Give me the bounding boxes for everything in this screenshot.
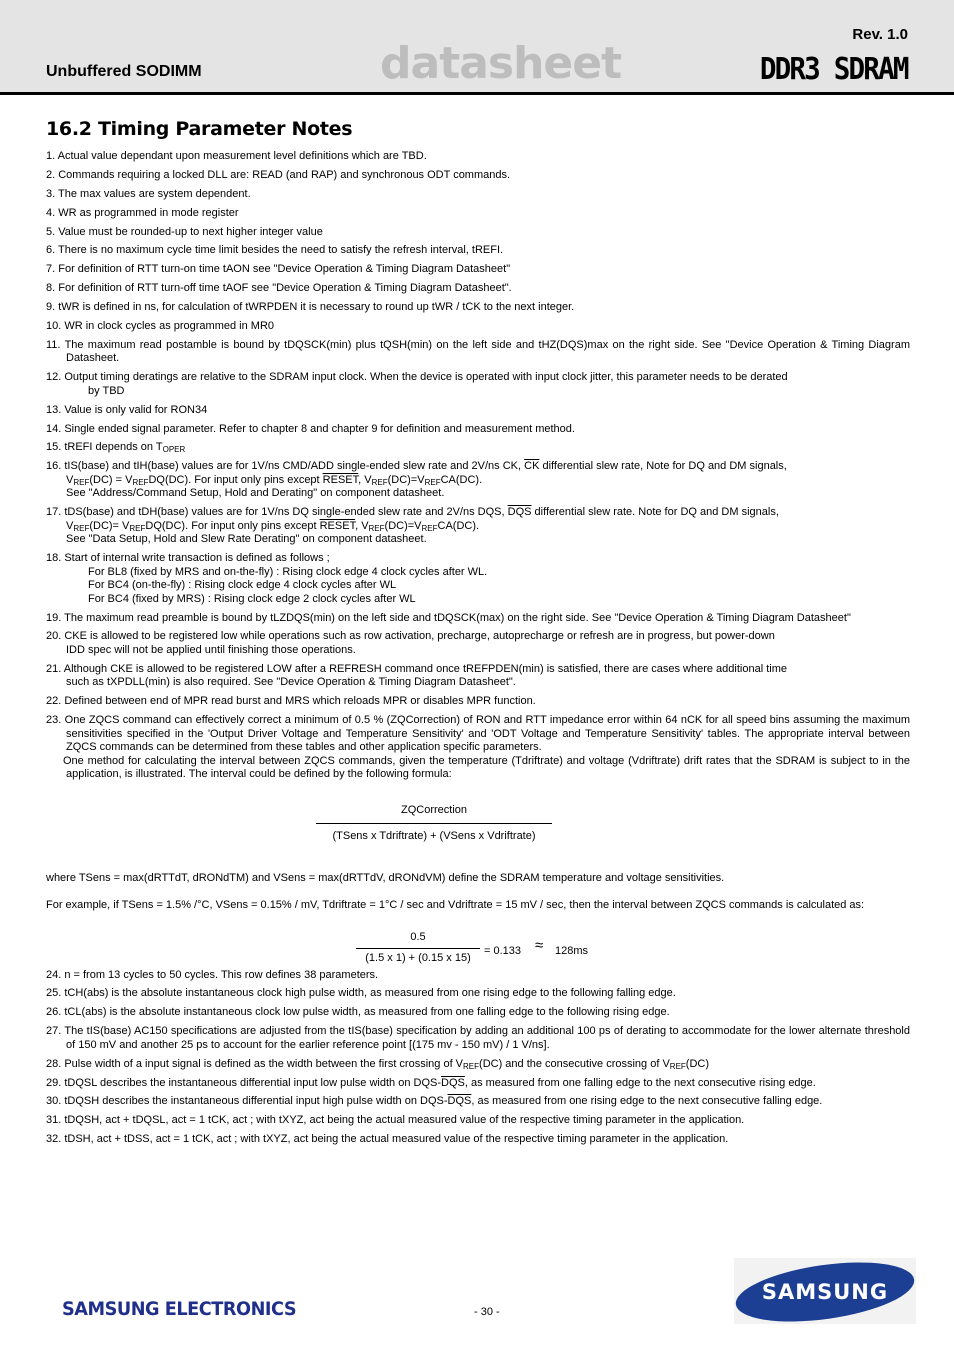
note-21-line2: such as tXPDLL(min) is also required. See "Device Operation & Timing Diagram Datasheet". xyxy=(66,676,516,689)
logo-text: SAMSUNG xyxy=(761,1280,889,1304)
note-16-reset: RESET xyxy=(322,473,359,486)
note-17-see: See "Data Setup, Hold and Slew Rate Derating" on component datasheet. xyxy=(66,533,427,546)
product-type: Unbuffered SODIMM xyxy=(46,63,202,80)
example-equals: = 0.133 xyxy=(484,944,522,957)
where-text: where TSens = max(dRTTdT, dRONdTM) and VSens = max(dRTTdV, dRONdVM) define the SDRAM temperature and voltage sensitivities. xyxy=(46,871,725,884)
notes-list xyxy=(46,150,910,1152)
note-8: 8. For definition of RTT turn-off time tAOF see "Device Operation & Timing Diagram Datasheet". xyxy=(46,282,512,295)
note-27: 27. The tIS(base) AC150 specifications are adjusted from the tIS(base) specification by adding an additional 100 ps of derating to accommodate for the lower alternate threshold of 150 mV and another 25 ps to account for the earlier reference point [(175 mv - 150 mV) / 1 V/ns]. xyxy=(46,1025,910,1051)
note-17-ref1: REF xyxy=(73,523,90,533)
note-11: 11. The maximum read postamble is bound by tDQSCK(min) plus tQSH(min) on the left side and tHZ(DQS)max on the right side. See "Device Operation & Timing Diagram Datasheet. xyxy=(46,338,910,365)
note-23-method xyxy=(46,755,910,782)
example-formula xyxy=(46,925,910,967)
note-21 xyxy=(46,663,910,690)
note-26: 26. tCL(abs) is the absolute instantaneous clock low pulse width, as measured from one falling edge to the following rising edge. xyxy=(46,1006,670,1019)
example-result: 128ms xyxy=(555,944,589,957)
note-15-text: 15. tREFI depends on T xyxy=(46,441,163,454)
note-17 xyxy=(46,506,910,547)
note-17-ref2: REF xyxy=(129,523,146,533)
note-30-a: 30. tDQSH describes the instantaneous differential input high pulse width on DQS- xyxy=(46,1095,448,1108)
example-fraction xyxy=(356,931,480,966)
note-25: 25. tCH(abs) is the absolute instantaneous clock high pulse width, as measured from one rising edge to the following falling edge. xyxy=(46,987,676,1000)
note-17-cadc: CA(DC). xyxy=(437,519,480,532)
note-20-line1: 20. CKE is allowed to be registered low while operations such as row activation, precharge, autoprecharge or refresh are in progress, but power-down xyxy=(46,630,775,643)
note-18-line1: 18. Start of internal write transaction is defined as follows ; xyxy=(46,552,330,565)
note-16-comma: , V xyxy=(358,473,372,486)
note-17-ref4: REF xyxy=(421,523,438,533)
note-29-b: , as measured from one falling edge to the next consecutive rising edge. xyxy=(464,1076,816,1089)
note-9: 9. tWR is defined in ns, for calculation of tWRPDEN it is necessary to round up tWR / tCK to the next integer. xyxy=(46,301,575,314)
note-16-dceq: (DC)=V xyxy=(387,473,425,486)
note-17-v1: V xyxy=(66,519,74,532)
note-10: 10. WR in clock cycles as programmed in MR0 xyxy=(46,320,275,333)
note-16-v1: V xyxy=(66,473,74,486)
note-28-c: (DC) xyxy=(685,1057,710,1070)
note-30-dqs-bar: $\overline{DQS}$ xyxy=(447,1095,472,1108)
note-17-dc: (DC)= V xyxy=(89,519,130,532)
note-17-a: 17. tDS(base) and tDH(base) values are for 1V/ns DQ single-ended slew rate and 2V/ns DQS, xyxy=(46,506,508,519)
note-16-a: 16. tIS(base) and tIH(base) values are for 1V/ns CMD/ADD single-ended slew rate and 2V/ns CK, xyxy=(46,460,525,473)
note-16-ref2: REF xyxy=(132,477,149,487)
watermark: datasheet xyxy=(380,38,622,89)
note-17-dqs-bar: $\overline{DQS}$ xyxy=(507,506,532,519)
note-28-b: (DC) and the consecutive crossing of V xyxy=(479,1057,670,1070)
note-16-ref3: REF xyxy=(371,477,388,487)
note-28-ref1: REF xyxy=(463,1061,480,1071)
note-17-dqdc: DQ(DC). For input only pins except xyxy=(145,519,320,532)
zqcs-formula xyxy=(316,804,552,844)
note-30 xyxy=(46,1095,910,1109)
note-20 xyxy=(46,630,910,657)
header-rule xyxy=(0,92,954,95)
note-18-line3: For BC4 (on-the-fly) : Rising clock edge 4 clock cycles after WL xyxy=(88,579,397,592)
note-18 xyxy=(46,552,910,606)
zqcs-formula-numerator: ZQCorrection xyxy=(316,804,552,825)
note-5: 5. Value must be rounded-up to next higher integer value xyxy=(46,225,323,238)
note-19: 19. The maximum read preamble is bound by tLZDQS(min) on the left side and tDQSCK(max) on the right side. See "Device Operation & Timing Diagram Datasheet" xyxy=(46,611,851,624)
note-17-ref3: REF xyxy=(368,523,385,533)
notes-list-continued xyxy=(46,969,910,1147)
note-16-ref4: REF xyxy=(424,477,441,487)
note-28-a: 28. Pulse width of a input signal is defined as the width between the first crossing of V xyxy=(46,1057,464,1070)
example-denominator: (1.5 x 1) + (0.15 x 15) xyxy=(365,952,471,965)
note-12-line1: 12. Output timing deratings are relative to the SDRAM input clock. When the device is operated with input clock jitter, this parameter needs to be derated xyxy=(46,371,788,384)
note-12-line2: by TBD xyxy=(88,384,125,397)
note-18-line4: For BC4 (fixed by MRS) : Rising clock edge 2 clock cycles after WL xyxy=(88,592,416,605)
note-2: 2. Commands requiring a locked DLL are: READ (and RAP) and synchronous ODT commands. xyxy=(46,168,511,181)
note-4: 4. WR as programmed in mode register xyxy=(46,206,239,219)
note-31: 31. tDQSH, act + tDQSL, act = 1 tCK, act ; with tXYZ, act being the actual measured value of the respective timing parameter in the application. xyxy=(46,1114,745,1127)
note-23 xyxy=(46,714,910,755)
note-16-dc: (DC) = V xyxy=(89,473,133,486)
example-text: For example, if TSens = 1.5% /°C, VSens = 0.15% / mV, Tdriftrate = 1°C / sec and Vdriftrate = 15 mV / sec, then the interval between ZQCS commands is calculated as: xyxy=(46,899,865,912)
note-29 xyxy=(46,1077,910,1091)
note-16 xyxy=(46,460,910,501)
note-17-b: differential slew rate. Note for DQ and DM signals, xyxy=(531,506,779,519)
note-24: 24. n = from 13 cycles to 50 cycles. This row defines 38 parameters. xyxy=(46,968,379,981)
note-16-ck-bar: $\overline{CK}$ xyxy=(524,460,540,473)
note-28-ref2: REF xyxy=(669,1061,686,1071)
note-17-reset: RESET xyxy=(319,519,356,532)
note-12 xyxy=(46,371,910,398)
note-29-dqs-bar: $\overline{DQS}$ xyxy=(441,1076,465,1089)
note-21-line1: 21. Although CKE is allowed to be registered LOW after a REFRESH command once tREFPDEN(min) is satisfied, there are cases where additional time xyxy=(46,662,787,675)
note-32: 32. tDSH, act + tDSS, act = 1 tCK, act ; with tXYZ, act being the actual measured value of the respective timing parameter in the application. xyxy=(46,1133,729,1146)
note-17-comma: , V xyxy=(355,519,369,532)
footer-brand: SAMSUNG ELECTRONICS xyxy=(62,1298,297,1320)
product-name: DDR3 SDRAM xyxy=(760,52,908,87)
example-numerator: 0.5 xyxy=(356,931,480,950)
samsung-logo xyxy=(734,1258,916,1324)
note-18-line2: For BL8 (fixed by MRS and on-the-fly) : Rising clock edge 4 clock cycles after WL. xyxy=(88,565,488,578)
note-1: 1. Actual value dependant upon measurement level definitions which are TBD. xyxy=(46,150,427,162)
note-20-line2: IDD spec will not be applied until finishing those operations. xyxy=(66,643,356,656)
note-16-see: See "Address/Command Setup, Hold and Derating" on component datasheet. xyxy=(66,487,445,500)
note-29-a: 29. tDQSL describes the instantaneous differential input low pulse width on DQS- xyxy=(46,1076,442,1089)
revision-label: Rev. 1.0 xyxy=(852,26,908,43)
note-13: 13. Value is only valid for RON34 xyxy=(46,403,208,416)
note-17-dceq: (DC)=V xyxy=(384,519,422,532)
note-15-sub: OPER xyxy=(162,445,186,455)
note-23-para2: One method for calculating the interval between ZQCS commands, given the temperature (Tdriftrate) and voltage (Vdriftrate) drift rates that the SDRAM is subject to in the application, is illustrated. The interval could be defined by the following formula: xyxy=(63,754,910,781)
note-14: 14. Single ended signal parameter. Refer to chapter 8 and chapter 9 for definition and measurement method. xyxy=(46,422,575,435)
note-15 xyxy=(46,441,910,455)
page-number: - 30 - xyxy=(474,1306,500,1318)
zqcs-formula-denominator: (TSens x Tdriftrate) + (VSens x Vdriftrate) xyxy=(332,830,536,843)
note-16-cadc: CA(DC). xyxy=(440,473,483,486)
note-23-para1: 23. One ZQCS command can effectively correct a minimum of 0.5 % (ZQCorrection) of RON and RTT impedance error within 64 nCK for all speed bins assuming the maximum sensitivities specified in the 'Output Driver Voltage and Temperature Sensitivity' and 'ODT Voltage and Temperature Sensitivity' tables. The appropriate interval between ZQCS commands can be determined from these tables and other application specific parameters. xyxy=(46,714,910,754)
note-7: 7. For definition of RTT turn-on time tAON see "Device Operation & Timing Diagram Datasheet" xyxy=(46,263,511,276)
section-title: 16.2 Timing Parameter Notes xyxy=(46,118,353,140)
note-22: 22. Defined between end of MPR read burst and MRS which reloads MPR or disables MPR function. xyxy=(46,695,536,708)
approx-symbol: ≈ xyxy=(535,936,544,954)
note-30-b: , as measured from one rising edge to the next consecutive falling edge. xyxy=(471,1095,823,1108)
note-16-b: differential slew rate, Note for DQ and DM signals, xyxy=(539,460,787,473)
note-16-ref1: REF xyxy=(73,477,90,487)
note-6: 6. There is no maximum cycle time limit besides the need to satisfy the refresh interval, tREFI. xyxy=(46,244,504,257)
note-16-dqdc: DQ(DC). For input only pins except xyxy=(148,473,323,486)
note-28 xyxy=(46,1058,910,1072)
note-3: 3. The max values are system dependent. xyxy=(46,187,251,200)
